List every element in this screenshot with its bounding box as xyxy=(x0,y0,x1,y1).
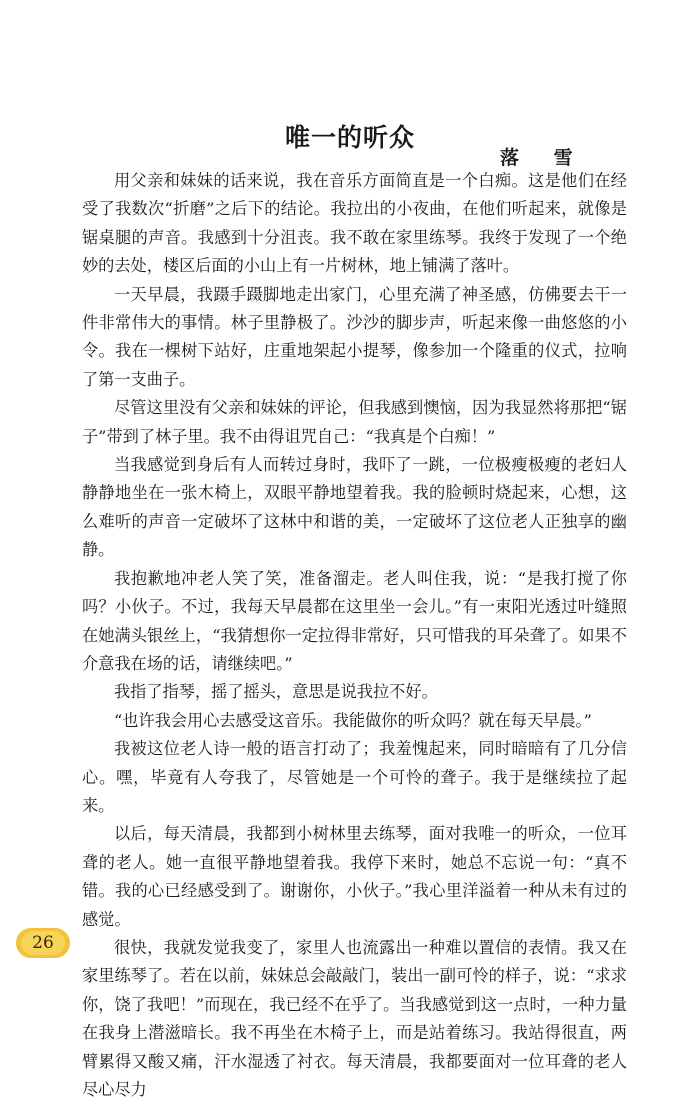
page-number: 26 xyxy=(32,933,54,953)
paragraph: 我抱歉地冲老人笑了笑，准备溜走。老人叫住我，说：“是我打搅了你吗？小伙子。不过，我每天早晨都在这里坐一会儿。”有一束阳光透过叶缝照在她满头银丝上，“我猜想你一定拉得非常好，只可惜我的耳朵聋了。如果不介意我在场的话，请继续吧。” xyxy=(82,568,627,673)
paragraph: 很快，我就发觉我变了，家里人也流露出一种难以置信的表情。我又在家里练琴了。若在以前，妹妹总会敲敲门，装出一副可怜的样子，说：“求求你，饶了我吧！”而现在，我已经不在乎了。当我感觉到这一点时，一种力量在我身上潜滋暗长。我不再坐在木椅子上，而是站着练习。我站得很直，两臂累得又酸又痛，汗水湿透了衬衣。每天清晨，我都要面对一位耳聋的老人尽心尽力 xyxy=(82,937,627,1099)
article-body xyxy=(82,167,627,1104)
article-author: 落 雪 xyxy=(500,147,587,169)
paragraph: 尽管这里没有父亲和妹妹的评论，但我感到懊恼，因为我显然将那把“锯子”带到了林子里。我不由得诅咒自己：“我真是个白痴！” xyxy=(82,398,627,446)
paragraph: 一天早晨，我蹑手蹑脚地走出家门，心里充满了神圣感，仿佛要去干一件非常伟大的事情。林子里静极了。沙沙的脚步声，听起来像一曲悠悠的小令。我在一棵树下站好，庄重地架起小提琴，像参加一个隆重的仪式，拉响了第一支曲子。 xyxy=(82,284,627,389)
paragraph: “也许我会用心去感受这音乐。我能做你的听众吗？就在每天早晨。” xyxy=(114,710,592,730)
paragraph: 我指了指琴，摇了摇头，意思是说我拉不好。 xyxy=(114,682,438,702)
page-number-badge xyxy=(16,928,70,958)
paragraph: 用父亲和妹妹的话来说，我在音乐方面简直是一个白痴。这是他们在经受了我数次“折磨”之后下的结论。我拉出的小夜曲，在他们听起来，就像是锯桌腿的声音。我感到十分沮丧。我不敢在家里练琴。我终于发现了一个绝妙的去处，楼区后面的小山上有一片树林，地上铺满了落叶。 xyxy=(82,171,627,276)
paragraph: 以后，每天清晨，我都到小树林里去练琴，面对我唯一的听众，一位耳聋的老人。她一直很平静地望着我。我停下来时，她总不忘说一句：“真不错。我的心已经感受到了。谢谢你，小伙子。”我心里洋溢着一种从未有过的感觉。 xyxy=(82,824,627,929)
paragraph: 我被这位老人诗一般的语言打动了；我羞愧起来，同时暗暗有了几分信心。嘿，毕竟有人夸我了，尽管她是一个可怜的聋子。我于是继续拉了起来。 xyxy=(82,739,627,815)
article-title: 唯一的听众 xyxy=(284,123,415,152)
paragraph: 当我感觉到身后有人而转过身时，我吓了一跳，一位极瘦极瘦的老妇人静静地坐在一张木椅上，双眼平静地望着我。我的脸顿时烧起来，心想，这么难听的声音一定破坏了这林中和谐的美，一定破坏了这位老人正独享的幽静。 xyxy=(82,455,627,560)
